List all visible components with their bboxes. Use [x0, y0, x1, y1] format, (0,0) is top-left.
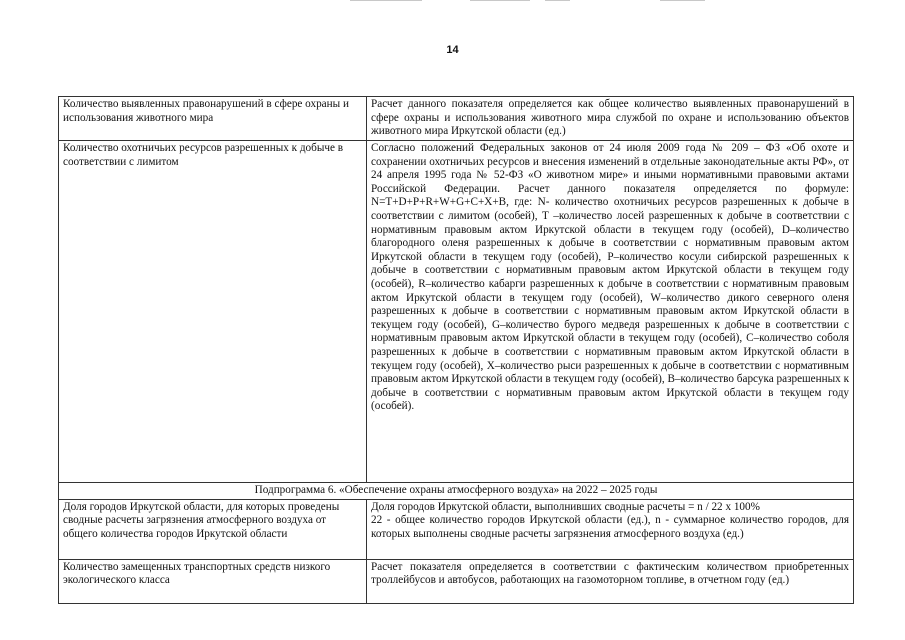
indicator-cell: Количество выявленных правонарушений в сфере охраны и использования животного мира [59, 97, 367, 141]
indicator-cell: Количество замещенных транспортных средств низкого экологического класса [59, 559, 367, 603]
method-cell: Согласно положений Федеральных законов от 24 июля 2009 года № 209 – ФЗ «Об охоте и сохранении охотничьих ресурсов и внесения изменений в отдельные законодательные акты РФ», от 24 апреля 1995 года № 52-ФЗ «О животном мире» и иными нормативными правовыми актами Российской Федерации. Расчет данного показателя определяется по формуле: N=T+D+P+R+W+G+C+X+B, где: N- количество охотничьих ресурсов разрешенных к добыче в соответствии с лимитом (особей), Т –количество лосей разрешенных к добыче в соответствии с нормативным правовым актом Иркутской области в текущем году (особей), D–количество благородного оленя разрешенных к добыче в соответствии с нормативным правовым актом Иркутской области в текущем году (особей), P–количество косули сибирской разрешенных к добыче в соответствии с нормативным правовым актом Иркутской области в текущем году (особей), R–количество кабарги разрешенных к добыче в соответствии с нормативным правовым актом Иркутской области в текущем году (особей), W–количество дикого северного оленя разрешенных к добыче в соответствии с нормативным правовым актом Иркутской области в текущем году (особей), G–количество бурого медведя разрешенных к добыче в соответствии с нормативным правовым актом Иркутской области в текущем году (особей), C–количество соболя разрешенных к добыче в соответствии с нормативным правовым актом Иркутской области в текущем году (особей), X–количество рыси разрешенных к добыче в соответствии с нормативным правовым актом Иркутской области в текущем году (особей), B–количество барсука разрешенных к добыче в соответствии с нормативным правовым актом Иркутской области в текущем году (особей). [367, 141, 854, 483]
scan-edge-line [350, 0, 422, 1]
method-cell: Расчет показателя определяется в соответствии с фактическим количеством приобретенных троллейбусов и автобусов, работающих на газомоторном топливе, в отчетном году (ед.) [367, 559, 854, 603]
table-row [59, 141, 854, 483]
scan-edge-line [660, 0, 705, 1]
page-number: 14 [446, 44, 459, 56]
formula-explanation: 22 - общее количество городов Иркутской области (ед.), n - суммарное количество городов, для которых выполнены сводные расчеты загрязнения атмосферного воздуха (ед.) [371, 514, 849, 540]
indicator-cell: Доля городов Иркутской области, для которых проведены сводные расчеты загрязнения атмосферного воздуха от общего количества городов Иркутской области [59, 499, 367, 559]
indicator-cell: Количество охотничьих ресурсов разрешенных к добыче в соответствии с лимитом [59, 141, 367, 483]
table-row [59, 97, 854, 141]
method-cell: Расчет данного показателя определяется как общее количество выявленных правонарушений в сфере охраны и использования животного мира службой по охране и использованию объектов животного мира Иркутской области (ед.) [367, 97, 854, 141]
subprogram-heading-row [59, 483, 854, 500]
table-row [59, 559, 854, 603]
scan-edge-line [470, 0, 530, 1]
scan-edge-line [545, 0, 570, 1]
indicator-method-table [58, 96, 854, 604]
subprogram-heading: Подпрограмма 6. «Обеспечение охраны атмосферного воздуха» на 2022 – 2025 годы [59, 483, 854, 500]
method-cell [367, 499, 854, 559]
formula-line: Доля городов Иркутской области, выполнивших сводные расчеты = n / 22 x 100% [371, 500, 760, 513]
table-row [59, 499, 854, 559]
